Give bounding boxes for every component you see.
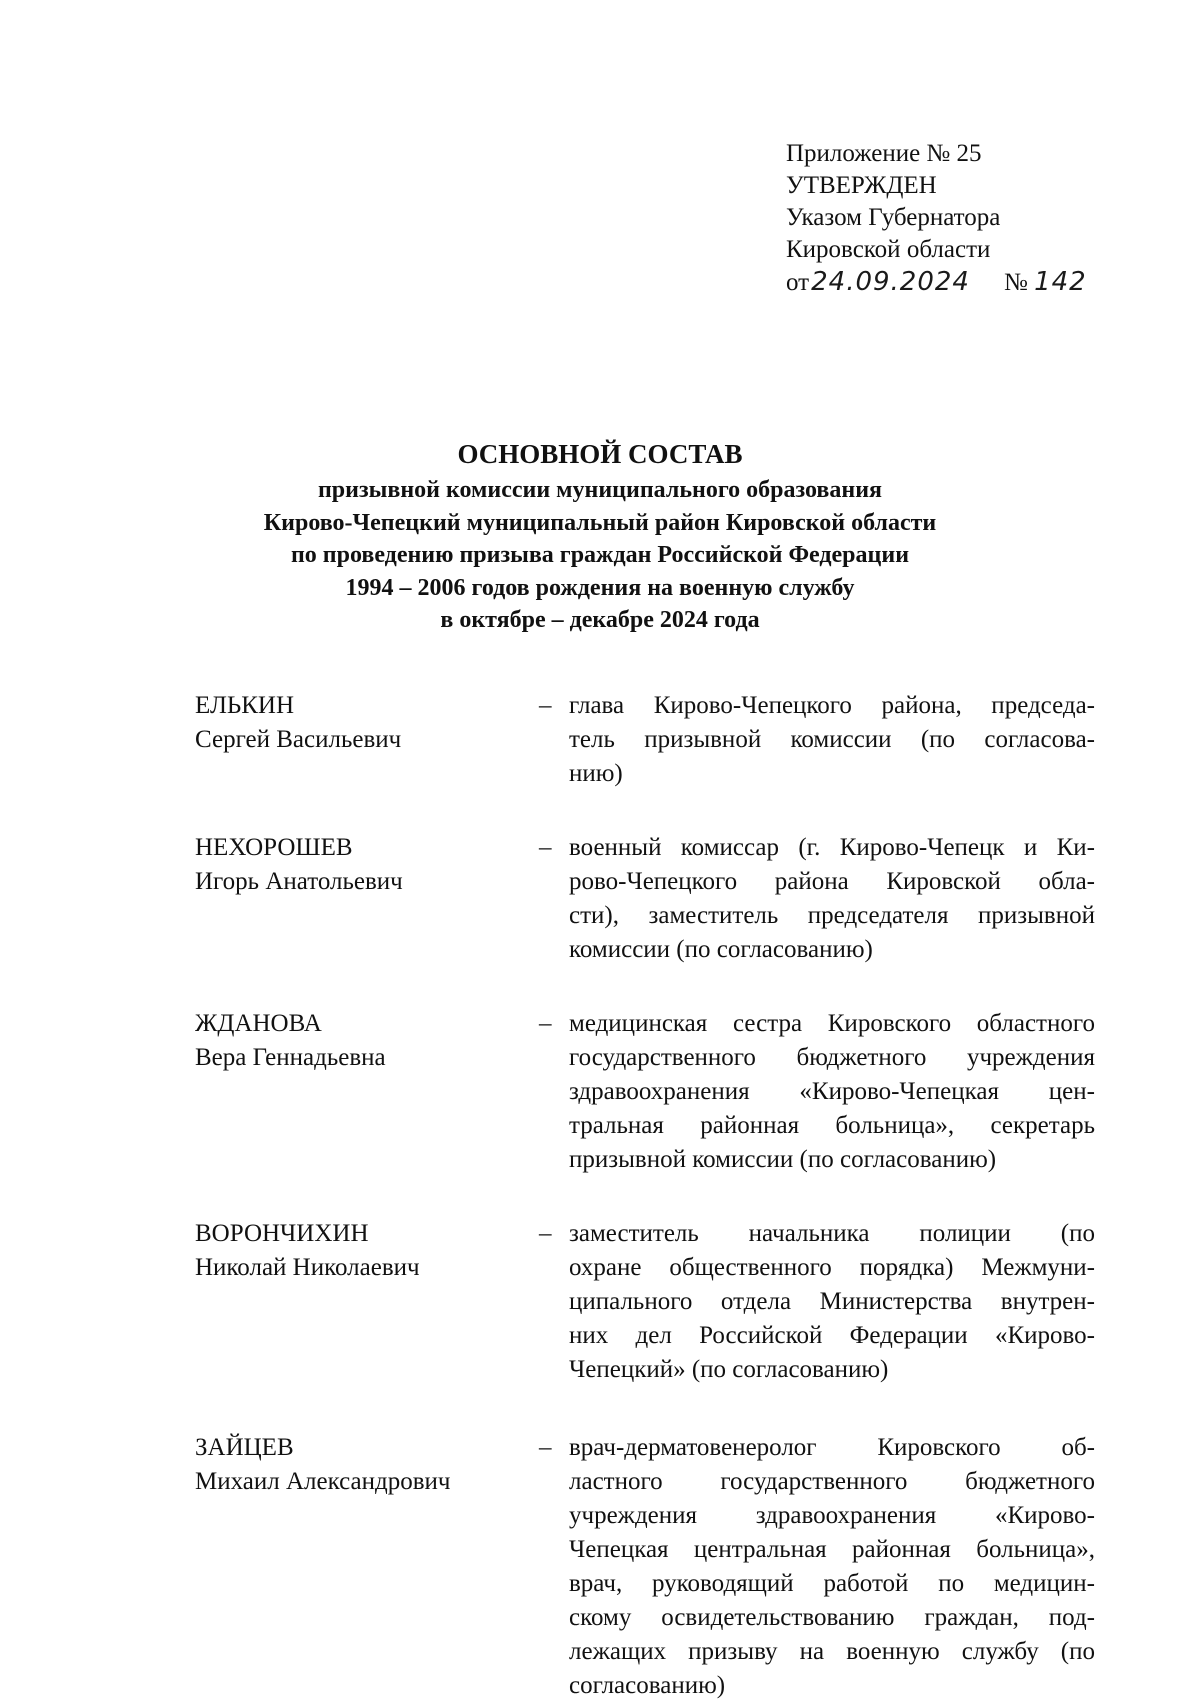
title-line: 1994 – 2006 годов рождения на военную службу: [345, 574, 855, 601]
role-line: Чепецкий» (по согласованию): [569, 1356, 889, 1383]
role-line: согласованию): [569, 1672, 726, 1699]
dash-separator: –: [539, 1220, 552, 1247]
role-line: военный комиссар (г. Кирово-Чепецк и Ки-: [569, 834, 1095, 861]
role-line: здравоохранения «Кирово-Чепецкая цен-: [569, 1078, 1095, 1105]
title-line: по проведению призыва граждан Российской Федерации: [290, 542, 910, 568]
role-line: медицинская сестра Кировского областного: [569, 1010, 1095, 1037]
role-line: лежащих призыву на военную службу (по: [569, 1638, 1095, 1665]
title-line: призывной комиссии муниципального образования: [317, 477, 883, 503]
date-prefix: от: [786, 269, 810, 296]
title-main: ОСНОВНОЙ СОСТАВ: [457, 439, 743, 469]
member-surname: ВОРОНЧИХИН: [195, 1220, 369, 1247]
member-entry: [195, 831, 1095, 967]
approved-label: УТВЕРЖДЕН: [786, 172, 937, 199]
member-given-name: Вера Геннадьевна: [195, 1044, 386, 1071]
member-list: [195, 689, 1095, 1703]
member-role: [569, 1217, 1095, 1387]
role-line: ластного государственного бюджетного: [569, 1468, 1095, 1495]
document-title: [150, 436, 1050, 637]
role-line: глава Кирово-Чепецкого района, председа-: [569, 692, 1095, 719]
member-surname: ЕЛЬКИН: [195, 692, 295, 719]
role-line: сти), заместитель председателя призывной: [569, 902, 1095, 929]
member-surname: ЖДАНОВА: [195, 1010, 322, 1037]
member-given-name: Михаил Александрович: [195, 1468, 451, 1495]
title-line: в октябре – декабре 2024 года: [440, 607, 760, 633]
member-name: [195, 1431, 539, 1703]
handwritten-date: 24.09.2024: [811, 267, 970, 297]
role-line: учреждения здравоохранения «Кирово-: [569, 1502, 1095, 1529]
role-line: ципального отдела Министерства внутрен-: [569, 1288, 1095, 1315]
member-entry: [195, 1007, 1095, 1177]
title-line: Кирово-Чепецкий муниципальный район Кировской области: [263, 509, 937, 536]
member-name: [195, 1007, 539, 1177]
member-role: [569, 1007, 1095, 1177]
decree-date-line: [786, 266, 1087, 299]
member-surname: НЕХОРОШЕВ: [195, 834, 353, 861]
role-line: комиссии (по согласованию): [569, 936, 873, 963]
role-line: тральная районная больница», секретарь: [569, 1112, 1095, 1139]
role-line: заместитель начальника полиции (по: [569, 1220, 1095, 1247]
member-entry: [195, 1217, 1095, 1387]
member-given-name: Игорь Анатольевич: [195, 868, 403, 895]
member-given-name: Николай Николаевич: [195, 1254, 420, 1281]
role-line: рово-Чепецкого района Кировской обла-: [569, 868, 1095, 895]
role-line: врач, руководящий работой по медицин-: [569, 1570, 1095, 1597]
member-given-name: Сергей Васильевич: [195, 726, 402, 753]
dash-separator: –: [539, 1010, 552, 1037]
member-name: [195, 689, 539, 791]
role-line: врач-дерматовенеролог Кировского об-: [569, 1434, 1095, 1461]
handwritten-number: 142: [1034, 267, 1087, 297]
member-name: [195, 1217, 539, 1387]
dash-separator: –: [539, 1434, 552, 1461]
role-line: государственного бюджетного учреждения: [569, 1044, 1095, 1071]
dash-separator: –: [539, 692, 552, 719]
decree-line-1: Указом Губернатора: [786, 204, 1001, 231]
role-line: Чепецкая центральная районная больница»,: [569, 1536, 1095, 1563]
member-entry: [195, 689, 1095, 791]
role-line: скому освидетельствованию граждан, под-: [569, 1604, 1095, 1631]
role-line: нию): [569, 760, 623, 787]
member-surname: ЗАЙЦЕВ: [195, 1434, 294, 1461]
role-line: охране общественного порядка) Межмуни-: [569, 1254, 1095, 1281]
member-entry: [195, 1431, 1095, 1703]
role-line: них дел Российской Федерации «Кирово-: [569, 1322, 1095, 1349]
member-role: [569, 831, 1095, 967]
annex-label: Приложение № 25: [786, 140, 982, 167]
number-prefix: №: [1003, 269, 1028, 296]
role-line: призывной комиссии (по согласованию): [569, 1146, 997, 1173]
member-role: [569, 689, 1095, 791]
member-name: [195, 831, 539, 967]
dash-separator: –: [539, 834, 552, 861]
decree-line-2: Кировской области: [786, 236, 991, 263]
member-role: [569, 1431, 1095, 1703]
role-line: тель призывной комиссии (по согласова-: [569, 726, 1095, 753]
approval-stamp-block: [786, 138, 1087, 299]
